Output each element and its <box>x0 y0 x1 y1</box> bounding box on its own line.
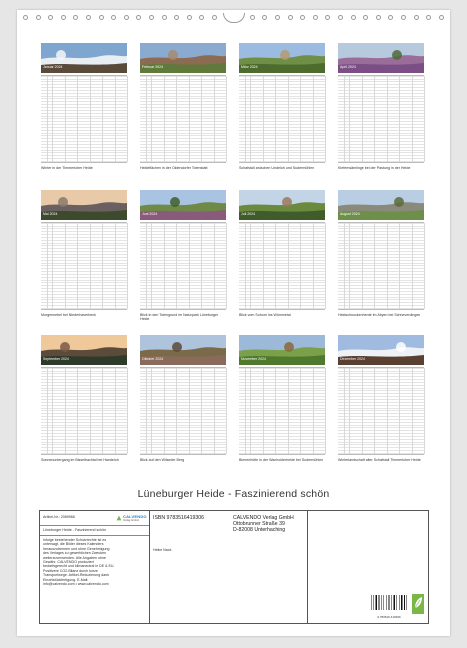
publisher-street: Ottobrunner Straße 39 <box>233 521 285 527</box>
binding-ring-icon <box>99 15 104 20</box>
month-caption: Winterlandschaft alter Schafstall Timmerloher Heide <box>338 458 421 462</box>
binding-ring-icon <box>300 15 305 20</box>
eco-badge <box>412 594 424 614</box>
barcode <box>370 595 408 619</box>
binding-ring-icon <box>414 15 419 20</box>
barcode-number: 9 783516 419306 <box>377 615 401 619</box>
logo-subtext: Verlag GmbH <box>123 519 139 522</box>
month-photo <box>338 190 424 220</box>
binding-ring-icon <box>325 15 330 20</box>
binding-ring-icon <box>262 15 267 20</box>
month-photo <box>239 43 325 73</box>
month-day-grid <box>239 222 325 310</box>
month-caption: Bienenhütte in der Wacholderheide bei Sudermühlen <box>239 458 324 462</box>
month-photo <box>338 335 424 365</box>
month-photo <box>239 190 325 220</box>
month-day-grid <box>41 367 127 455</box>
month-photo <box>239 335 325 365</box>
month-caption: Schafstall zwischen Undeloh und Sudermühlen <box>239 166 315 170</box>
month-photo <box>140 335 226 365</box>
logo-icon <box>116 515 122 521</box>
month-label: Juli 2024 <box>241 212 256 216</box>
month-label: März 2024 <box>241 65 258 69</box>
binding-ring-icon <box>288 15 293 20</box>
binding-ring-icon <box>426 15 431 20</box>
divider <box>307 511 308 623</box>
binding-ring-icon <box>61 15 66 20</box>
month-caption: Kiefernsämlinge bei der Pastung in der Heide <box>338 166 411 170</box>
info-box <box>39 510 429 624</box>
month-photo <box>41 43 127 73</box>
month-caption: Heideflächen in der Oldendorfer Totenstatt <box>140 166 208 170</box>
month-day-grid <box>239 75 325 163</box>
month-label: September 2024 <box>43 357 69 361</box>
barcode-icon <box>370 595 408 610</box>
binding-ring-icon <box>86 15 91 20</box>
month-label: Dezember 2024 <box>340 357 365 361</box>
binding-ring-icon <box>212 15 217 20</box>
logo-text: CALVENDO <box>123 514 147 519</box>
spiral-binding <box>17 13 450 23</box>
calendar-title: Lüneburger Heide - Faszinierend schön <box>137 488 330 500</box>
month-photo <box>140 43 226 73</box>
binding-ring-icon <box>48 15 53 20</box>
month-label: Mai 2024 <box>43 212 58 216</box>
month-caption: Winter in der Timmerloher Heide <box>41 166 93 170</box>
month-label: August 2024 <box>340 212 360 216</box>
divider <box>149 511 150 623</box>
month-caption: Blick auf den Wilseder Berg <box>140 458 185 462</box>
binding-ring-icon <box>439 15 444 20</box>
month-day-grid <box>338 75 424 163</box>
month-day-grid <box>338 367 424 455</box>
binding-ring-icon <box>111 15 116 20</box>
month-label: Februar 2024 <box>142 65 164 69</box>
month-day-grid <box>338 222 424 310</box>
legal-text: Infolge bestehender Schutzrechte ist es untersagt, die Bilder dieses Kalenders herauszutrennen und ohne Genehmigung des Verlages zu gewerblichen Zwecken weiterzuverwenden. Alle Angaben ohne Gewähr. CALVENDO produziert bedarfsgerecht und klimaneutral in DE & EU. Positivere CO2-Bilanz durch kurze Transportwege. Artikel-Reduzierung dank Einzelstückfertigung. E-Mail: info@calvendo.com • www.calvendo.com <box>43 538 115 587</box>
binding-ring-icon <box>351 15 356 20</box>
author-name: Heike Nack <box>153 548 172 552</box>
month-photo <box>41 190 127 220</box>
month-day-grid <box>140 75 226 163</box>
month-day-grid <box>41 222 127 310</box>
short-title: Lüneburger Heide - Faszinierend schön <box>43 528 107 532</box>
binding-ring-icon <box>73 15 78 20</box>
binding-ring-icon <box>275 15 280 20</box>
binding-ring-icon <box>149 15 154 20</box>
binding-ring-icon <box>162 15 167 20</box>
publisher-city: D-82008 Unterhaching <box>233 527 286 533</box>
binding-ring-icon <box>376 15 381 20</box>
month-day-grid <box>140 367 226 455</box>
month-caption: Blick in den Totengrund im Naturpark Lüneburger Heide <box>140 313 219 322</box>
month-day-grid <box>239 367 325 455</box>
binding-ring-icon <box>136 15 141 20</box>
binding-ring-icon <box>338 15 343 20</box>
calendar-page <box>17 10 450 636</box>
calvendo-logo <box>116 513 148 524</box>
binding-ring-icon <box>187 15 192 20</box>
month-caption: Morgennebel bei Niederhaverbeck <box>41 313 96 317</box>
binding-ring-icon <box>23 15 28 20</box>
month-label: Oktober 2024 <box>142 357 164 361</box>
month-label: April 2024 <box>340 65 356 69</box>
binding-ring-icon <box>199 15 204 20</box>
binding-ring-icon <box>174 15 179 20</box>
month-label: Juni 2024 <box>142 212 158 216</box>
month-day-grid <box>140 222 226 310</box>
month-caption: Sonnenuntergang im Bisselbachtal bei Handeloh <box>41 458 119 462</box>
leaf-icon <box>412 594 424 614</box>
month-day-grid <box>41 75 127 163</box>
binding-ring-icon <box>250 15 255 20</box>
hanger-hook-icon <box>223 13 245 23</box>
publisher-name: CALVENDO Verlag GmbH <box>233 515 294 521</box>
binding-ring-icon <box>313 15 318 20</box>
isbn: ISBN 9783516419306 <box>153 515 205 521</box>
binding-ring-icon <box>36 15 41 20</box>
month-photo <box>41 335 127 365</box>
month-photo <box>140 190 226 220</box>
divider <box>40 525 149 526</box>
month-caption: Blick vom Suhorn ins Wümmetal <box>239 313 291 317</box>
month-label: Januar 2024 <box>43 65 63 69</box>
month-label: November 2024 <box>241 357 266 361</box>
binding-ring-icon <box>363 15 368 20</box>
binding-ring-icon <box>388 15 393 20</box>
divider <box>40 535 149 536</box>
binding-ring-icon <box>401 15 406 20</box>
month-caption: Heidschnuckenherde im Abyen bei Schneverdingen <box>338 313 421 317</box>
article-number: Artikel-Nr.: 2089968 <box>43 515 75 519</box>
month-photo <box>338 43 424 73</box>
binding-ring-icon <box>124 15 129 20</box>
